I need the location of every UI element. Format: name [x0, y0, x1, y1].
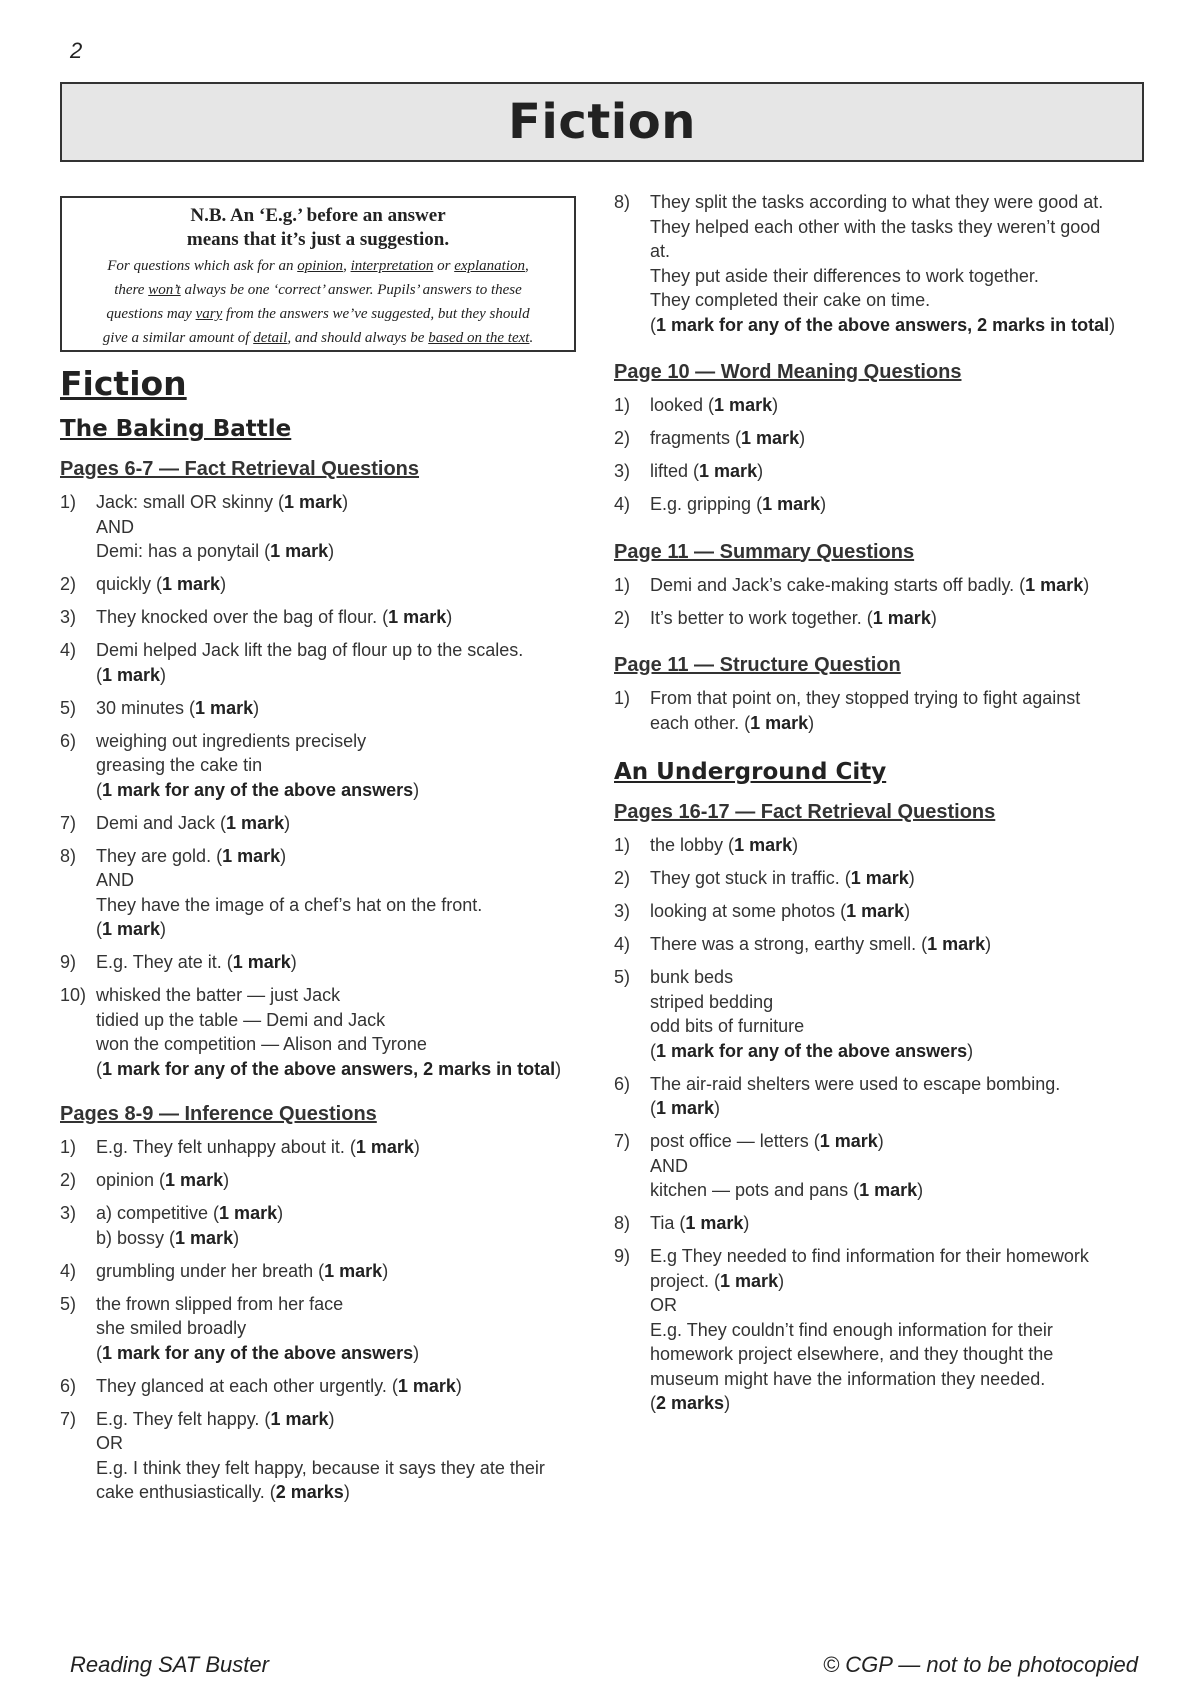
mark-text: 1 mark — [324, 1260, 383, 1281]
answer-line: E.g. I think they felt happy, because it says they ate their — [96, 1457, 545, 1478]
answer-number: 5) — [614, 967, 631, 987]
answer-item — [614, 965, 1154, 1063]
mark-text: 1 mark — [284, 492, 343, 512]
underlined-term: based on the text — [428, 330, 530, 346]
answer-number: 4) — [60, 1260, 77, 1281]
answer-number: 9) — [60, 952, 77, 972]
answer-list-summary — [614, 573, 1154, 631]
answer-number: 7) — [60, 1408, 77, 1429]
footer-book-title: Reading SAT Buster — [70, 1652, 269, 1677]
answer-item — [614, 606, 1154, 631]
answer-item — [614, 833, 1154, 858]
answer-line: Tia (1 mark) — [650, 1213, 750, 1233]
mark-text: 1 mark — [819, 1131, 878, 1151]
answer-line: odd bits of furniture — [650, 1016, 805, 1036]
answer-item — [60, 1135, 590, 1160]
answer-list-inference-continued — [614, 190, 1154, 337]
answer-line: (1 mark for any of the above answers) — [96, 1342, 420, 1363]
answer-item — [60, 844, 590, 942]
footer-copyright: © CGP — not to be photocopied — [822, 1652, 1138, 1677]
answer-list-fact-retrieval-2 — [614, 833, 1154, 1416]
answer-line: They put aside their differences to work together. — [650, 265, 1039, 286]
subsection-title-word-meaning: Page 10 — Word Meaning Questions — [614, 361, 962, 383]
answer-item — [60, 490, 590, 564]
answer-number: 7) — [60, 812, 77, 833]
answer-item — [60, 1168, 590, 1193]
answer-line: 30 minutes (1 mark) — [96, 697, 260, 718]
answer-item — [614, 190, 1154, 337]
answer-item — [60, 1374, 590, 1399]
answer-number: 5) — [60, 1293, 77, 1314]
page-title: Fiction — [508, 94, 696, 150]
answer-number: 5) — [60, 697, 77, 718]
answer-line: she smiled broadly — [96, 1318, 247, 1338]
answer-item — [60, 729, 590, 803]
mark-text: 1 mark — [850, 868, 909, 888]
answer-line: They split the tasks according to what they were good at. — [650, 192, 1104, 212]
answer-line: They got stuck in traffic. (1 mark) — [650, 868, 915, 888]
answer-line: looked (1 mark) — [650, 395, 779, 415]
mark-text: 1 mark — [1025, 574, 1084, 595]
answer-line: tidied up the table — Demi and Jack — [96, 1009, 386, 1030]
mark-text: 1 mark — [102, 664, 161, 685]
answer-item — [614, 1072, 1154, 1121]
answer-item — [60, 605, 590, 630]
answer-line: (1 mark) — [650, 1098, 721, 1118]
answer-line: quickly (1 mark) — [96, 574, 227, 594]
mark-text: 1 mark for any of the above answers, 2 marks in total — [656, 314, 1110, 335]
answer-list-fact-retrieval — [60, 490, 590, 1081]
answer-item — [60, 638, 590, 687]
subsection-title-inference: Pages 8-9 — Inference Questions — [60, 1103, 377, 1125]
answer-line: weighing out ingredients precisely — [96, 730, 367, 751]
answer-line: (1 mark for any of the above answers) — [650, 1040, 974, 1061]
answer-line: b) bossy (1 mark) — [96, 1227, 240, 1248]
answer-item — [614, 393, 1154, 418]
answer-number: 2) — [60, 574, 77, 594]
mark-text: 1 mark — [355, 1137, 414, 1157]
answer-line: bunk beds — [650, 967, 734, 987]
story-heading-underground-city: An Underground City — [614, 759, 887, 785]
answer-line: Demi helped Jack lift the bag of flour up to the scales. — [96, 640, 524, 660]
answer-line: the frown slipped from her face — [96, 1293, 344, 1314]
answer-item — [60, 572, 590, 597]
answer-item — [614, 492, 1154, 517]
mark-text: 2 marks — [275, 1482, 344, 1502]
answer-line: won the competition — Alison and Tyrone — [96, 1034, 427, 1054]
answer-number: 8) — [614, 192, 631, 212]
answer-line: lifted (1 mark) — [650, 461, 764, 481]
answer-line: E.g. They ate it. (1 mark) — [96, 952, 297, 972]
mark-text: 2 marks — [656, 1393, 725, 1413]
mark-text: 1 mark — [270, 541, 329, 561]
answer-item — [60, 1259, 590, 1284]
answer-item — [60, 983, 590, 1081]
mark-text: 1 mark — [175, 1227, 234, 1248]
mark-text: 1 mark — [859, 1180, 918, 1200]
answer-line: AND — [650, 1155, 689, 1176]
underlined-term: explanation — [454, 258, 526, 274]
underlined-term: won’t — [148, 282, 181, 298]
mark-text: 1 mark — [750, 712, 809, 733]
answer-line: E.g. They felt happy. (1 mark) — [96, 1408, 335, 1429]
answer-item — [614, 866, 1154, 891]
answer-line: (1 mark) — [96, 919, 167, 939]
answer-line: at. — [650, 241, 671, 261]
answer-item — [60, 811, 590, 836]
answer-line: Demi and Jack (1 mark) — [96, 812, 291, 833]
answer-line: (2 marks) — [650, 1393, 731, 1413]
underlined-term: interpretation — [350, 258, 434, 274]
mark-text: 1 mark — [734, 835, 793, 855]
story-heading-baking-battle: The Baking Battle — [60, 416, 292, 442]
answer-number: 4) — [60, 640, 77, 660]
answer-line: They completed their cake on time. — [650, 290, 931, 310]
title-banner — [60, 82, 1144, 162]
mark-text: 1 mark — [232, 952, 291, 972]
answer-line: Jack: small OR skinny (1 mark) — [96, 492, 349, 512]
answer-item — [614, 1211, 1154, 1236]
answer-number: 8) — [614, 1213, 631, 1233]
subsection-title-summary: Page 11 — Summary Questions — [614, 540, 915, 563]
mark-text: 1 mark — [762, 494, 821, 514]
mark-text: 1 mark for any of the above answers, 2 marks in total — [102, 1058, 556, 1079]
answer-number: 1) — [614, 395, 631, 415]
answer-line: OR — [650, 1295, 677, 1315]
note-heading-line-1: N.B. An ‘E.g.’ before an answer — [190, 205, 446, 226]
answer-item — [614, 573, 1154, 598]
answer-number: 2) — [614, 868, 631, 888]
answer-line: grumbling under her breath (1 mark) — [96, 1260, 389, 1281]
answer-line: whisked the batter — just Jack — [96, 985, 341, 1005]
mark-text: 1 mark — [714, 395, 773, 415]
mark-text: 1 mark — [656, 1098, 715, 1118]
answer-number: 1) — [60, 1137, 77, 1157]
answer-number: 2) — [60, 1170, 77, 1190]
answer-item — [60, 1292, 590, 1366]
answer-line: project. (1 mark) — [650, 1270, 785, 1291]
answer-line: They helped each other with the tasks they weren’t good — [650, 216, 1101, 237]
answer-list-structure — [614, 686, 1154, 735]
answer-line: the lobby (1 mark) — [650, 835, 799, 855]
mark-text: 1 mark for any of the above answers — [102, 779, 414, 800]
answer-item — [614, 459, 1154, 484]
answer-line: They are gold. (1 mark) — [96, 845, 287, 866]
answer-line: looking at some photos (1 mark) — [650, 901, 911, 921]
mark-text: 1 mark — [222, 845, 281, 866]
answer-number: 1) — [614, 574, 631, 595]
subsection-title-fact-retrieval: Pages 6-7 — Fact Retrieval Questions — [60, 458, 420, 480]
answer-line: Demi: has a ponytail (1 mark) — [96, 541, 335, 561]
answer-line: There was a strong, earthy smell. (1 mark) — [650, 934, 992, 954]
answer-number: 1) — [60, 492, 77, 512]
mark-text: 1 mark — [219, 1203, 278, 1223]
answer-line: (1 mark for any of the above answers, 2 marks in total) — [96, 1058, 562, 1079]
answer-line: opinion (1 mark) — [96, 1170, 230, 1190]
mark-text: 1 mark — [270, 1408, 329, 1429]
answer-item — [614, 426, 1154, 451]
answer-item — [60, 950, 590, 975]
answer-line: a) competitive (1 mark) — [96, 1203, 284, 1223]
note-body: For questions which ask for an opinion, interpretation or explanation, there won’t always be one ‘correct’ answer. Pupils’ answers to these questions may vary from the answers we’ve suggested, but they should give a similar amount of detail, and should always be based on the text. — [102, 258, 534, 346]
answer-item — [60, 696, 590, 721]
answer-number: 8) — [60, 845, 77, 866]
section-heading-fiction: Fiction — [60, 364, 187, 403]
answer-item — [614, 932, 1154, 957]
answer-number: 1) — [614, 688, 631, 708]
note-box — [60, 196, 576, 352]
answer-line: kitchen — pots and pans (1 mark) — [650, 1180, 924, 1200]
answer-line: (1 mark) — [96, 664, 167, 685]
mark-text: 1 mark — [195, 697, 254, 718]
left-column — [60, 364, 590, 1513]
answer-line: each other. (1 mark) — [650, 712, 815, 733]
answer-line: fragments (1 mark) — [650, 428, 806, 448]
answer-line: They glanced at each other urgently. (1 mark) — [96, 1375, 462, 1396]
answer-line: E.g They needed to find information for their homework — [650, 1246, 1089, 1266]
mark-text: 1 mark — [699, 461, 758, 481]
mark-text: 1 mark — [162, 574, 221, 594]
mark-text: 1 mark — [165, 1170, 224, 1190]
answer-number: 7) — [614, 1131, 631, 1151]
answer-line: E.g. gripping (1 mark) — [650, 494, 827, 514]
page-number: 2 — [70, 38, 83, 63]
answer-line: AND — [96, 870, 135, 890]
mark-text: 1 mark for any of the above answers — [102, 1342, 414, 1363]
mark-text: 1 mark — [872, 607, 931, 628]
answer-number: 2) — [614, 428, 631, 448]
answer-line: museum might have the information they needed. — [650, 1368, 1046, 1389]
answer-item — [614, 686, 1154, 735]
answer-number: 3) — [614, 461, 631, 481]
answer-item — [614, 1129, 1154, 1203]
answer-number: 4) — [614, 934, 631, 954]
underlined-term: vary — [195, 306, 223, 322]
right-column — [614, 190, 1154, 1424]
answer-line: The air-raid shelters were used to escape bombing. — [650, 1073, 1061, 1094]
answer-item — [614, 899, 1154, 924]
answer-number: 6) — [60, 1375, 77, 1396]
answer-list-inference — [60, 1135, 590, 1505]
answer-line: They have the image of a chef’s hat on the front. — [96, 894, 483, 915]
mark-text: 1 mark — [720, 1270, 779, 1291]
answer-number: 10) — [60, 985, 87, 1005]
answer-line: E.g. They felt unhappy about it. (1 mark) — [96, 1137, 420, 1157]
answer-line: post office — letters (1 mark) — [650, 1131, 884, 1151]
answer-list-word-meaning — [614, 393, 1154, 517]
mark-text: 1 mark for any of the above answers — [656, 1040, 968, 1061]
answer-item — [614, 1244, 1154, 1416]
subsection-title-structure: Page 11 — Structure Question — [614, 654, 901, 676]
note-heading-line-2: means that it’s just a suggestion. — [186, 229, 450, 250]
answer-line: It’s better to work together. (1 mark) — [650, 607, 937, 628]
underlined-term: detail — [253, 330, 288, 346]
answer-number: 3) — [60, 607, 77, 627]
answer-line: OR — [96, 1433, 123, 1453]
answer-line: AND — [96, 516, 135, 537]
answer-line: They knocked over the bag of flour. (1 mark) — [96, 607, 453, 627]
answer-number: 6) — [60, 730, 77, 751]
answer-number: 4) — [614, 494, 631, 514]
answer-line: E.g. They couldn’t find enough information for their — [650, 1319, 1053, 1340]
answer-number: 3) — [60, 1203, 77, 1223]
answer-number: 1) — [614, 835, 631, 855]
underlined-term: opinion — [297, 258, 344, 274]
mark-text: 1 mark — [397, 1375, 456, 1396]
mark-text: 1 mark — [846, 901, 905, 921]
answer-line: (1 mark for any of the above answers) — [96, 779, 420, 800]
subsection-title-fact-retrieval-2: Pages 16-17 — Fact Retrieval Questions — [614, 801, 996, 823]
answer-line: striped bedding — [650, 991, 774, 1012]
answer-number: 2) — [614, 607, 631, 628]
answer-line: (1 mark for any of the above answers, 2 marks in total) — [650, 314, 1116, 335]
mark-text: 1 mark — [102, 919, 161, 939]
mark-text: 1 mark — [741, 428, 800, 448]
answer-item — [60, 1201, 590, 1250]
answer-number: 6) — [614, 1073, 631, 1094]
answer-line: greasing the cake tin — [96, 755, 263, 775]
answer-number: 3) — [614, 901, 631, 921]
mark-text: 1 mark — [927, 934, 986, 954]
answer-line: homework project elsewhere, and they thought the — [650, 1344, 1054, 1364]
answer-number: 9) — [614, 1246, 631, 1266]
answer-line: cake enthusiastically. (2 marks) — [96, 1482, 350, 1502]
answer-line: Demi and Jack’s cake-making starts off badly. (1 mark) — [650, 574, 1090, 595]
mark-text: 1 mark — [685, 1213, 744, 1233]
mark-text: 1 mark — [388, 607, 447, 627]
answer-line: From that point on, they stopped trying to fight against — [650, 688, 1081, 708]
answer-item — [60, 1407, 590, 1505]
mark-text: 1 mark — [226, 812, 285, 833]
